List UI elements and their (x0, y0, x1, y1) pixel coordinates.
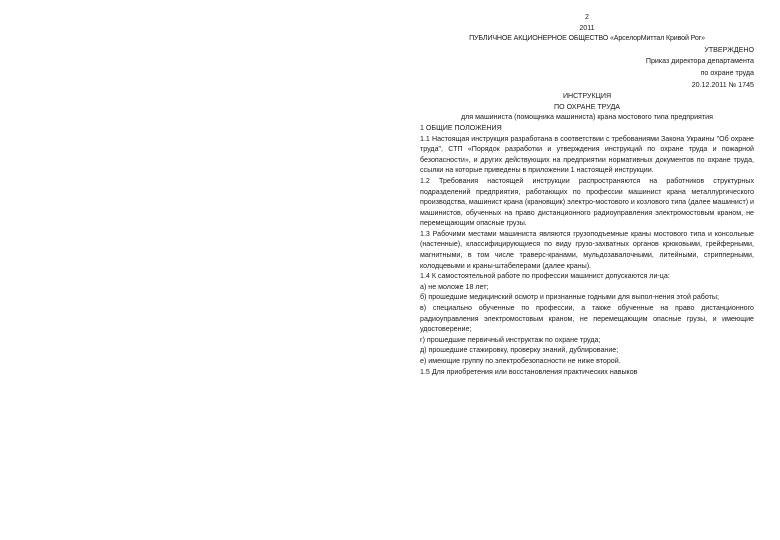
list-item-g: г) прошедшие первичный инструктаж по охране труда; (420, 335, 601, 344)
list-item-d: д) прошедшие стажировку, проверку знаний, дублирование; (420, 346, 619, 355)
doc-title-line-1: ИНСТРУКЦИЯ (562, 92, 612, 101)
paragraph-1-4: 1.4 К самостоятельной работе по профессии машинист допускаются ли-ца: (420, 272, 670, 281)
paragraph-1-5: 1.5 Для приобретения или восстановления практических навыков (420, 367, 638, 376)
order-date-number: 20.12.2011 № 1745 (691, 80, 754, 89)
company-name: ПУБЛИЧНОЕ АКЦИОНЕРНОЕ ОБЩЕСТВО «АрселорМиттал Кривой Рог» (469, 34, 705, 43)
approval-stamp (420, 45, 754, 90)
paragraph-1-1: 1.1 Настоящая инструкция разработана в соответствии с требованиями Закона Украины "Об охране труда", СТП «Порядок разработки и утверждения инструкций по охране труда и пожарной безопасности», и других действующих на предприятии нормативных документов по охране труда, ссылки на которые приведены в приложении 1 настоящей инструкции. (420, 134, 754, 175)
list-item-b: б) прошедшие медицинский осмотр и признанные годными для выпол-нения этой работы; (420, 293, 719, 302)
doc-title-line-3: для машиниста (помощника машиниста) крана мостового типа предприятия (461, 113, 713, 122)
paragraph-1-3: 1.3 Рабочими местами машиниста являются грузоподъемные краны мостового типа и консольные (настенные), классифицирующиеся по виду грузо-захватных органов крюковыми, грейферными, магнитными, в том числе траверс-кранами, мульдозавалочными, литейными, стрипперными, колодцевыми и краны-штабелерами (далее краны). (420, 229, 754, 270)
doc-title (420, 91, 754, 123)
document-page (420, 12, 754, 377)
document-body (420, 123, 754, 377)
approved-label: УТВЕРЖДЕНО (704, 45, 754, 54)
page-number: 2 (585, 13, 589, 21)
doc-title-line-2: ПО ОХРАНЕ ТРУДА (554, 102, 620, 111)
list-item-a: а) не моложе 18 лет; (420, 282, 489, 291)
order-line-2: по охране труда (700, 68, 754, 77)
section-heading: 1 ОБЩИЕ ПОЛОЖЕНИЯ (420, 123, 502, 132)
document-year: 2011 (579, 23, 595, 32)
order-line-1: Приказ директора департамента (645, 57, 754, 66)
list-item-v: в) специально обученные по профессии, а также обученные на право дистанционного радиоуправления электромостовым краном, не перемещающим опасные грузы, и имеющие удостоверение; (420, 304, 754, 334)
list-item-e: е) имеющие группу по электробезопасности не ниже второй. (420, 357, 621, 365)
paragraph-1-2: 1.2 Требования настоящей инструкции распространяются на работников структурных подразделений предприятия, работающих по профессии машинист крана металлургического производства, машинист крана (крановщик) электро-мостового и козлового типа (далее машинист) и машинистов, обученных на право дистанционного радиоуправления электромостовым краном, не перемещающим опасные грузы. (420, 176, 754, 228)
